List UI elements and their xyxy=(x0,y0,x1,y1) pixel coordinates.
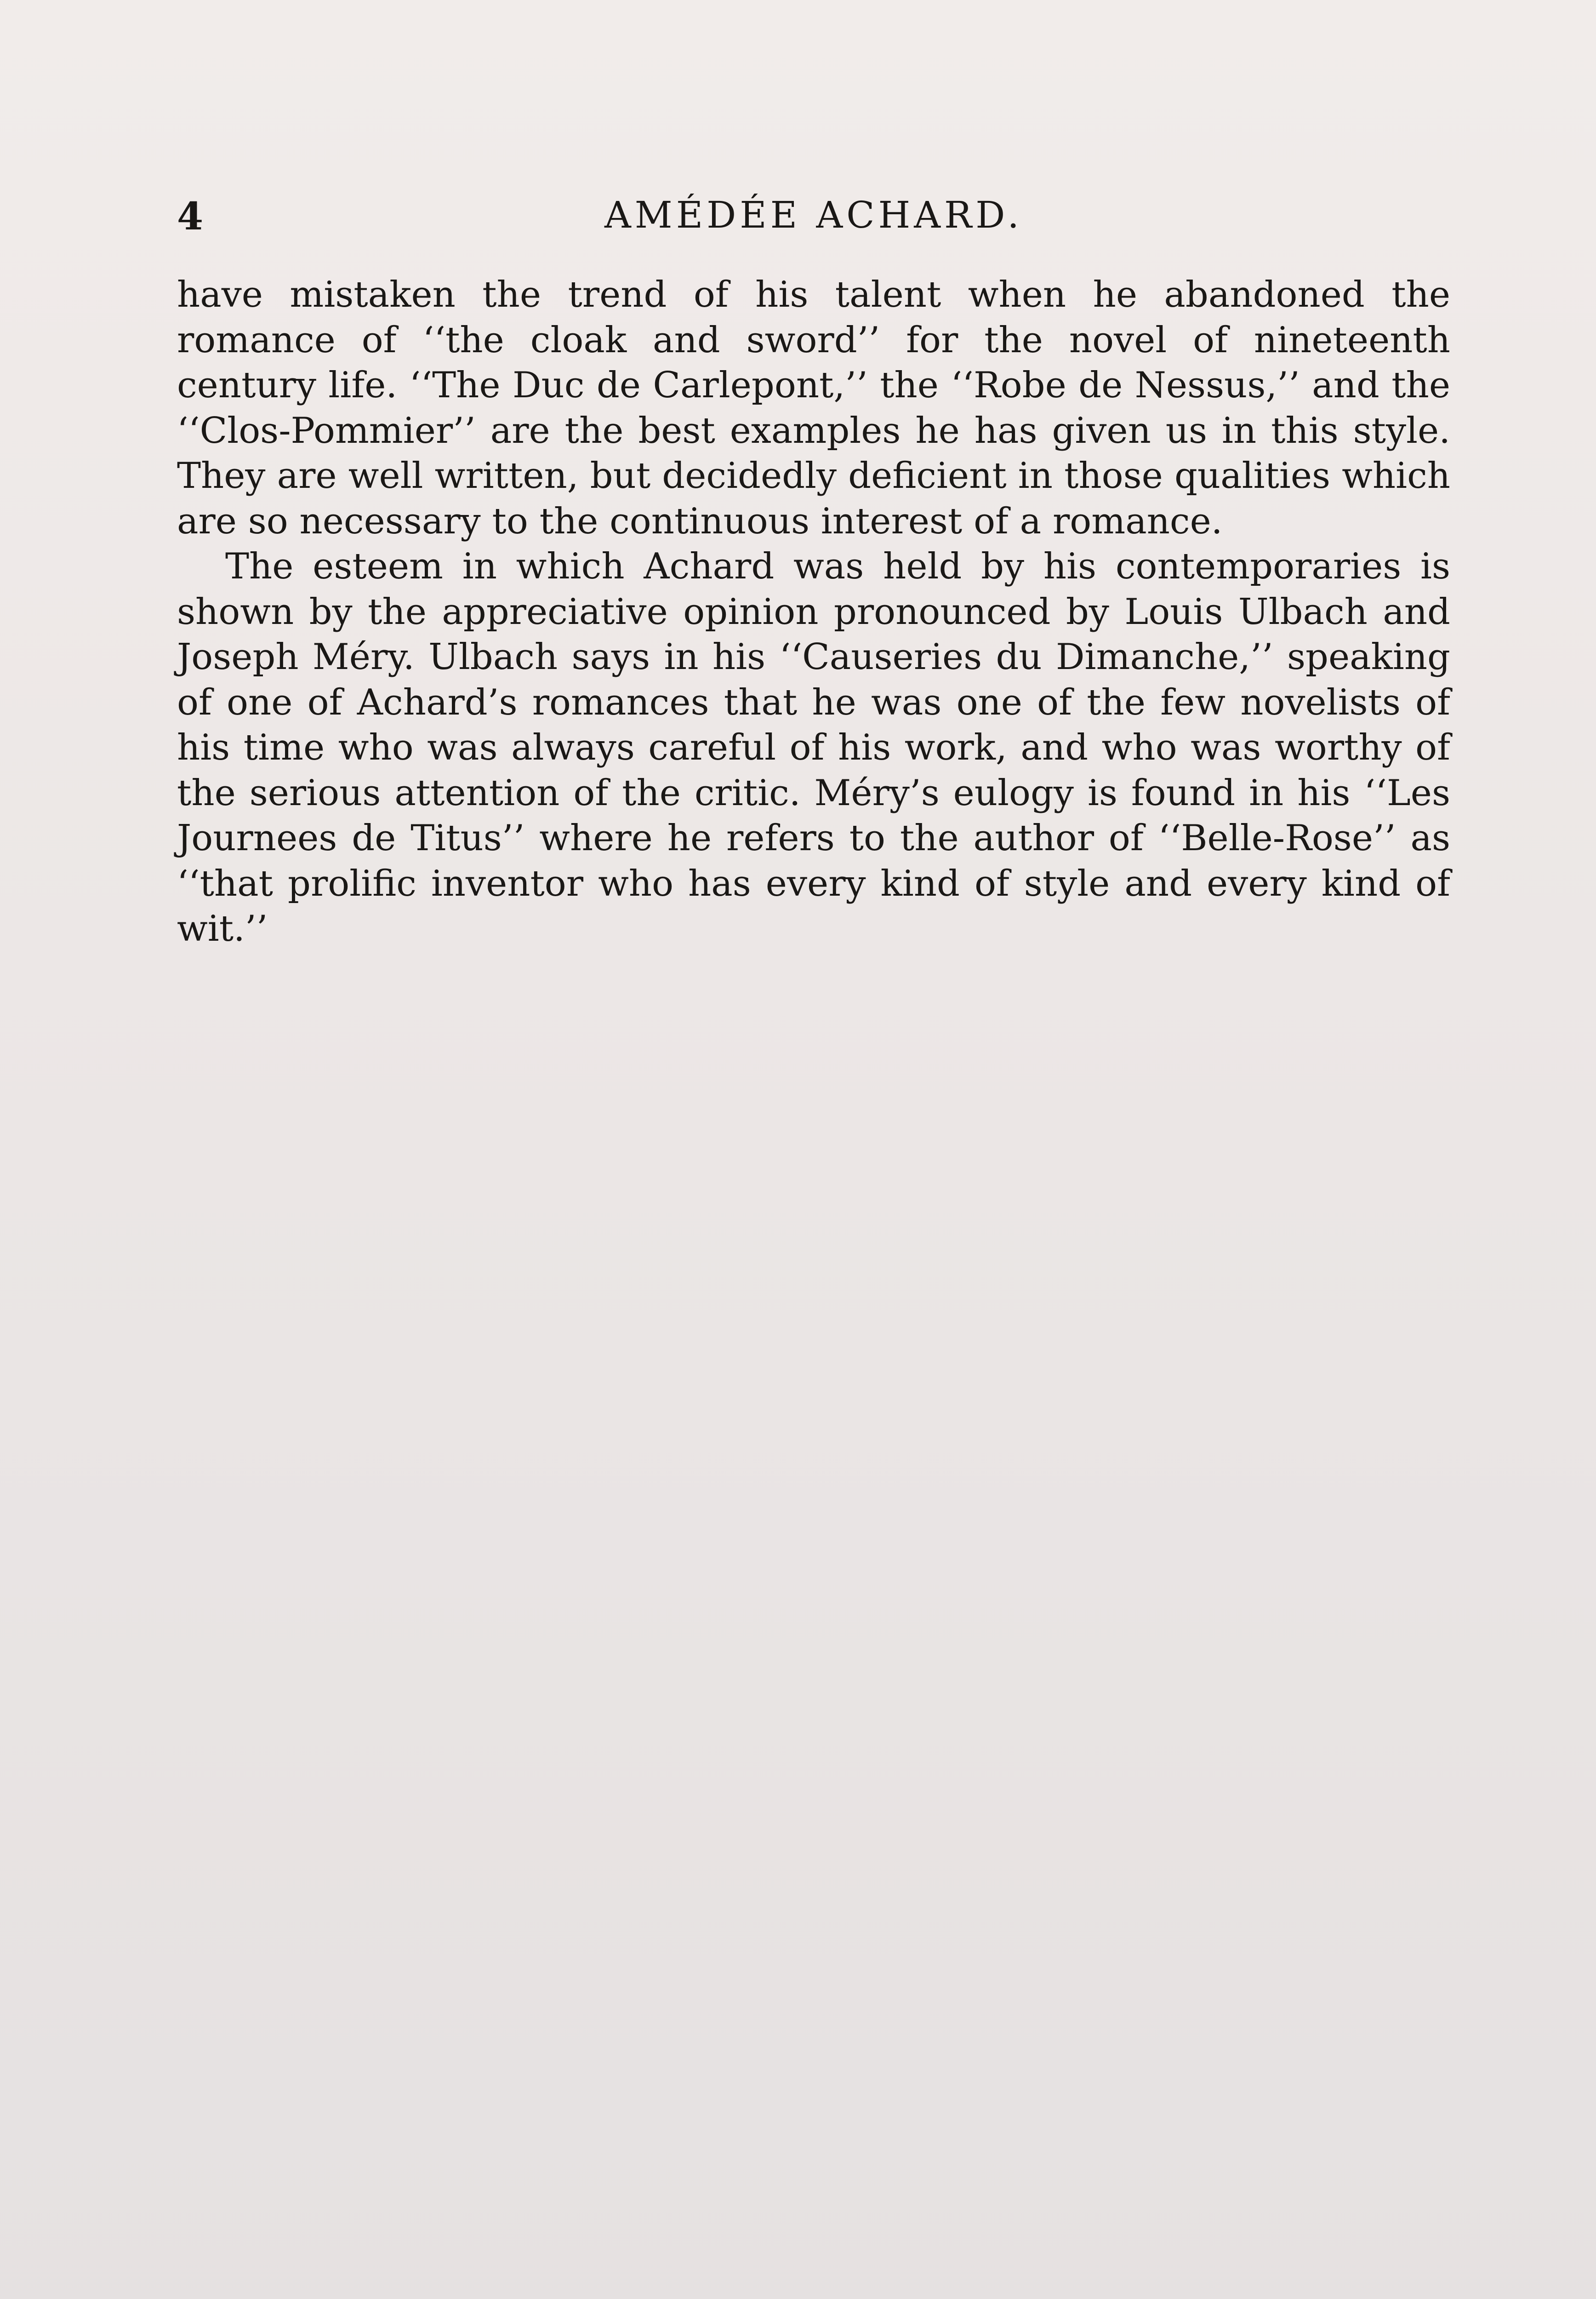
running-head: AMÉDÉE ACHARD. xyxy=(604,194,1023,236)
page-number: 4 xyxy=(177,194,204,239)
page-header xyxy=(177,184,1450,253)
paragraph-1: have mistaken the trend of his talent when he abandoned the romance of ‘‘the cloak and sword’’ for the novel of nineteenth century life. ‘‘The Duc de Carlepont,’’ the ‘‘Robe de Nessus,’’ and the ‘‘Clos-Pommier’’ are the best examples he has given us in this style. They are well written, but decidedly deficient in those qualities which are so necessary to the continuous interest of a romance. xyxy=(177,274,1450,542)
body-text xyxy=(177,272,1450,952)
paragraph-2: The esteem in which Achard was held by his contemporaries is shown by the appreciative opinion pronounced by Louis Ulbach and Joseph Méry. Ulbach says in his ‘‘Causeries du Dimanche,’’ speaking of one of Achard’s romances that he was one of the few novelists of his time who was always careful of his work, and who was worthy of the serious attention of the critic. Méry’s eulogy is found in his ‘‘Les Journees de Titus’’ where he refers to the author of ‘‘Belle-Rose’’ as ‘‘that prolific inventor who has every kind of style and every kind of wit.’’ xyxy=(177,546,1450,949)
